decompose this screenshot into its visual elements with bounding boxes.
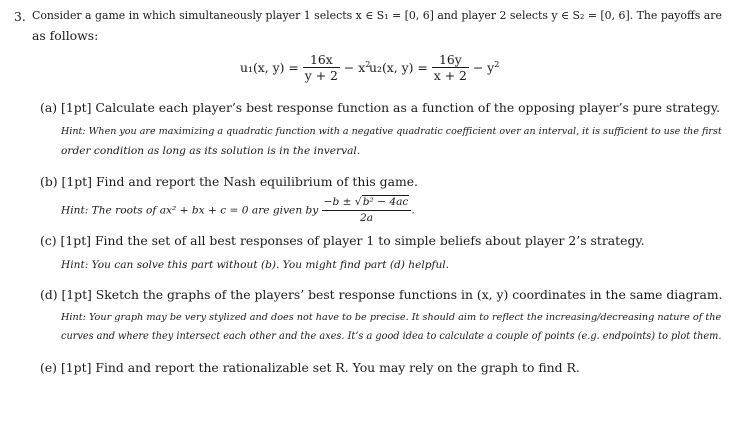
payoff-u2-equation [369,52,499,83]
u1-lhs: u₁(x, y) = [240,60,299,75]
u1-numerator: 16x [303,52,340,68]
u1-fraction [303,52,340,83]
quadratic-formula [322,195,412,226]
quadratic-formula-numerator: −b ± √b² − 4ac [322,195,412,211]
u2-fraction [432,52,469,83]
u1-tail: − $x^2$ [343,59,371,76]
part-b-hint: Hint: The roots of ax² + bx + c = 0 are given by $\frac{\text{−b ± √b² − 4ac}}{2a}$ . [61,196,415,224]
payoff-u1-equation [240,52,370,83]
part-b-label: (b) [1pt] Find and report the Nash equilibrium of this game. [40,174,418,189]
part-a-hint-line-1: Hint: When you are maximizing a quadratic function with a negative quadratic coefficient over an interval, it is sufficient to use the first [61,126,722,137]
u2-numerator: 16y [432,52,469,68]
quadratic-formula-denominator: 2a [359,212,374,224]
problem-intro-line-1: Consider a game in which simultaneously player 1 selects x ∈ S₁ = [0, 6] and player 2 selects y ∈ S₂ = [0, 6]. The payoffs are [32,9,722,22]
part-b-hint-text: Hint: The roots of ax² + bx + c = 0 are given by [61,204,319,217]
u2-tail: − $y^2$ [472,59,500,76]
part-d-hint-line-2: curves and where they intersect each other and the axes. It’s a good idea to calculate a couple of points (e.g. endpoints) to plot them. [61,331,722,342]
part-a-hint-line-2: order condition as long as its solution is in the inverval. [61,145,361,157]
u1-denominator: y + 2 [304,68,338,83]
u2-denominator: x + 2 [433,68,467,83]
problem-intro-line-2: as follows: [32,28,99,43]
part-c-hint: Hint: You can solve this part without (b). You might find part (d) helpful. [61,259,450,271]
part-d-label: (d) [1pt] Sketch the graphs of the players’ best response functions in (x, y) coordinates in the same diagram. [40,288,723,302]
part-a-label: (a) [1pt] Calculate each player’s best response function as a function of the opposing player’s pure strategy. [40,100,721,115]
problem-number: 3. [14,9,26,24]
part-c-label: (c) [1pt] Find the set of all best responses of player 1 to simple beliefs about player 2’s strategy. [40,233,645,248]
quadratic-formula-radicand: b² − 4ac [362,196,409,208]
u2-lhs: u₂(x, y) = [369,60,428,75]
part-d-hint-line-1: Hint: Your graph may be very stylized and does not have to be precise. It should aim to reflect the increasing/decreasing nature of the [61,312,722,323]
part-e-label: (e) [1pt] Find and report the rationalizable set R. You may rely on the graph to find R. [40,360,580,375]
